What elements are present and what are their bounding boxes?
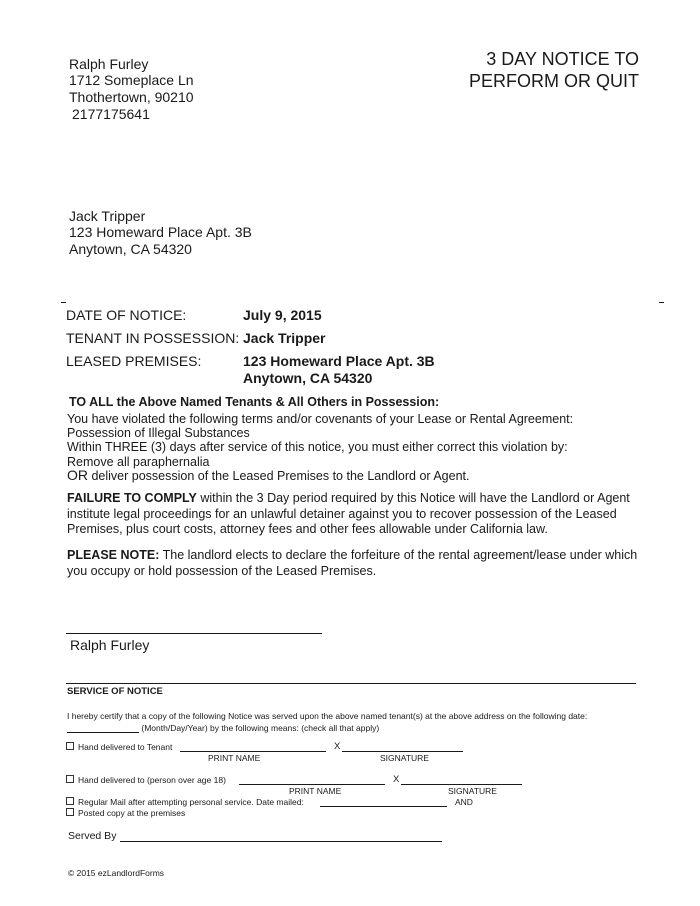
premises-value-line2: Anytown, CA 54320 (243, 370, 373, 386)
certify-line1: I hereby certify that a copy of the following Notice was served upon the above named tenant(s) at the above address on the following date: (67, 711, 588, 721)
service-date-field[interactable] (67, 722, 139, 733)
margin-mark-right (659, 302, 664, 303)
tenant-address: 123 Homeward Place Apt. 3B (69, 224, 252, 240)
please-note-text: The landlord elects to declare the forfeiture of the rental agreement/lease under which you occupy or hold possession of the Leased Premises. (67, 548, 638, 578)
tenant-x-mark: X (334, 741, 341, 752)
or-deliver-text (67, 468, 469, 484)
failure-text: within the 3 Day period required by this Notice will have the Landlord or Agent institute legal proceedings for an unlawful detainer against you to recover possession of the Leased Premises, plus court costs, attorney fees and other fees allowable under California law. (67, 491, 630, 536)
landlord-name: Ralph Furley (69, 56, 149, 72)
and-word: AND (455, 797, 473, 807)
certify-line2 (67, 722, 379, 733)
notice-title-line2: PERFORM OR QUIT (469, 71, 639, 91)
margin-mark-left (61, 302, 66, 303)
hand-tenant-label: Hand delivered to Tenant (78, 742, 173, 752)
landlord-city: Thothertown, 90210 (69, 89, 194, 105)
failure-bold: FAILURE TO COMPLY (67, 491, 197, 505)
to-all-heading: TO ALL the Above Named Tenants & All Others in Possession: (69, 395, 440, 409)
person-signature-line[interactable] (401, 784, 522, 785)
certify-line2-text: (Month/Day/Year) by the following means: (check all that apply) (141, 723, 380, 733)
person-x-mark: X (393, 774, 400, 785)
date-value: July 9, 2015 (243, 307, 322, 323)
or-word: OR (67, 467, 88, 483)
posted-label: Posted copy at the premises (78, 808, 186, 818)
regular-mail-label: Regular Mail after attempting personal service. Date mailed: (78, 797, 304, 807)
hand-person-row (66, 775, 226, 785)
service-heading: SERVICE OF NOTICE (67, 686, 163, 697)
within-text: Within THREE (3) days after service of this notice, you must either correct this violation by: (67, 440, 568, 454)
tenant-signature-caption: SIGNATURE (380, 753, 429, 763)
landlord-address: 1712 Someplace Ln (69, 72, 194, 88)
person-print-name-caption: PRINT NAME (289, 786, 342, 796)
date-mailed-line[interactable] (320, 806, 447, 807)
regular-mail-row (66, 797, 304, 807)
served-by-label: Served By (68, 830, 117, 842)
hand-person-label: Hand delivered to (person over age 18) (78, 775, 226, 785)
regular-mail-checkbox[interactable] (66, 797, 74, 805)
person-signature-caption: SIGNATURE (448, 786, 497, 796)
hand-person-checkbox[interactable] (66, 775, 74, 783)
tenant-name: Jack Tripper (69, 208, 146, 224)
notice-title-line1: 3 DAY NOTICE TO (486, 49, 639, 69)
service-divider (66, 683, 636, 684)
violation-text: Possession of Illegal Substances (67, 426, 250, 440)
landlord-signature-line (66, 633, 322, 634)
posted-row (66, 808, 185, 818)
or-rest: deliver possession of the Leased Premises to the Landlord or Agent. (88, 469, 470, 483)
date-label: DATE OF NOTICE: (66, 307, 187, 323)
hand-tenant-row (66, 742, 172, 752)
premises-label: LEASED PREMISES: (66, 353, 202, 369)
remedy-text: Remove all paraphernalia (67, 455, 210, 469)
posted-checkbox[interactable] (66, 808, 74, 816)
tenant-print-name-caption: PRINT NAME (208, 753, 261, 763)
served-by-line[interactable] (120, 841, 442, 842)
please-note-bold: PLEASE NOTE: (67, 548, 160, 562)
landlord-signature-name: Ralph Furley (70, 637, 150, 653)
tenant-signature-line[interactable] (342, 751, 463, 752)
premises-value-line1: 123 Homeward Place Apt. 3B (243, 353, 435, 369)
tenant-city: Anytown, CA 54320 (69, 241, 192, 257)
person-print-name-line[interactable] (239, 784, 385, 785)
copyright-footer: © 2015 ezLandlordForms (68, 868, 165, 878)
tenant-value: Jack Tripper (243, 330, 326, 346)
landlord-phone: 2177175641 (72, 106, 150, 122)
tenant-label: TENANT IN POSSESSION: (66, 330, 240, 346)
tenant-print-name-line[interactable] (180, 751, 326, 752)
please-note-paragraph (67, 548, 642, 579)
failure-paragraph (67, 491, 642, 538)
violated-text: You have violated the following terms and/or covenants of your Lease or Rental Agreement: (67, 412, 574, 426)
hand-tenant-checkbox[interactable] (66, 742, 74, 750)
